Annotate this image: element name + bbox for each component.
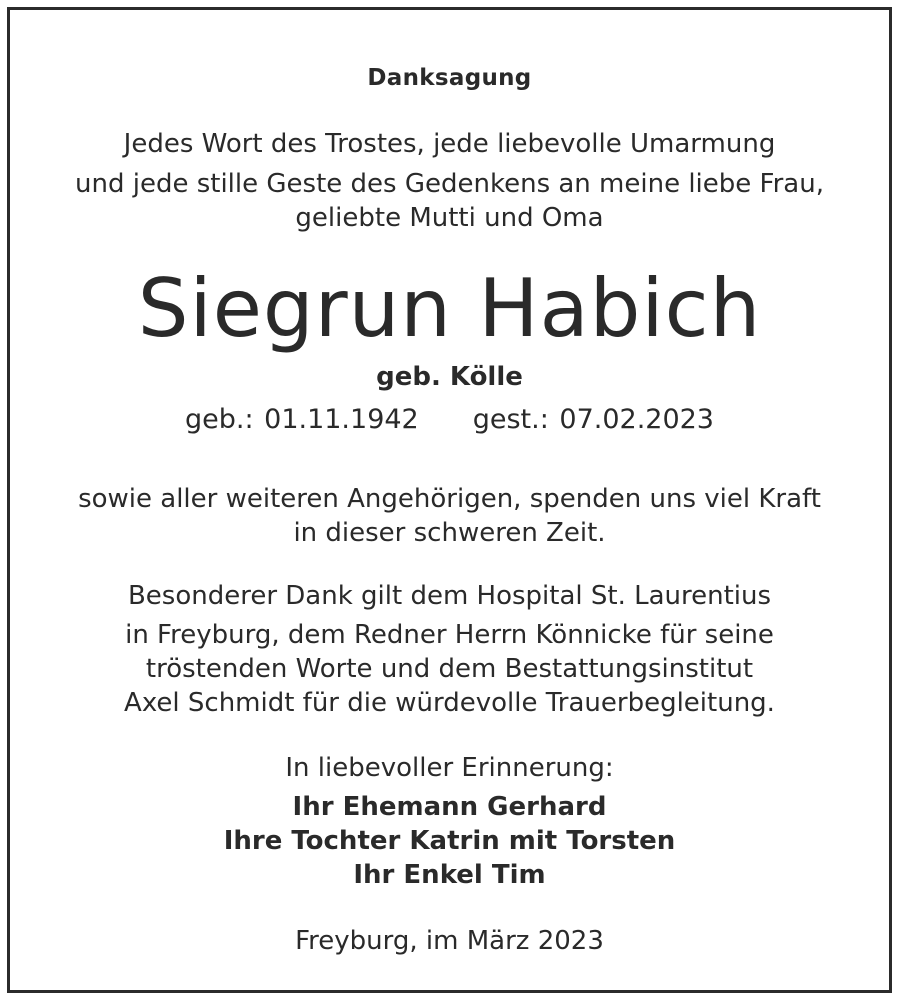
intro-line-1: Jedes Wort des Trostes, jede liebevolle Umarmung <box>123 129 776 159</box>
birth-date: geb.: 01.11.1942 <box>184 404 419 435</box>
signatory-3: Ihr Enkel Tim <box>353 860 546 890</box>
thanks-line-3: tröstenden Worte und dem Bestattungsinstitut <box>145 654 754 684</box>
notice-heading: Danksagung <box>367 65 532 91</box>
deceased-name: Siegrun Habich <box>137 262 762 355</box>
relatives-line-2: in dieser schweren Zeit. <box>293 518 606 548</box>
relatives-line-1: sowie aller weiteren Angehörigen, spenden uns viel Kraft <box>78 484 821 514</box>
place-date: Freyburg, im März 2023 <box>295 926 604 956</box>
thanks-line-2: in Freyburg, dem Redner Herrn Könnicke für seine <box>125 620 774 650</box>
intro-line-2: und jede stille Geste des Gedenkens an meine liebe Frau, <box>75 169 824 199</box>
maiden-name: geb. Kölle <box>376 362 523 392</box>
intro-line-3: geliebte Mutti und Oma <box>295 203 604 233</box>
signatory-2: Ihre Tochter Katrin mit Torsten <box>223 826 676 856</box>
life-dates <box>10 406 889 433</box>
thanks-line-4: Axel Schmidt für die würdevolle Trauerbegleitung. <box>124 688 775 718</box>
thanks-line-1: Besonderer Dank gilt dem Hospital St. Laurentius <box>127 581 772 611</box>
remembrance-intro: In liebevoller Erinnerung: <box>285 753 614 783</box>
obituary-notice <box>7 7 892 993</box>
death-date: gest.: 07.02.2023 <box>472 404 714 435</box>
signatory-1: Ihr Ehemann Gerhard <box>292 792 607 822</box>
